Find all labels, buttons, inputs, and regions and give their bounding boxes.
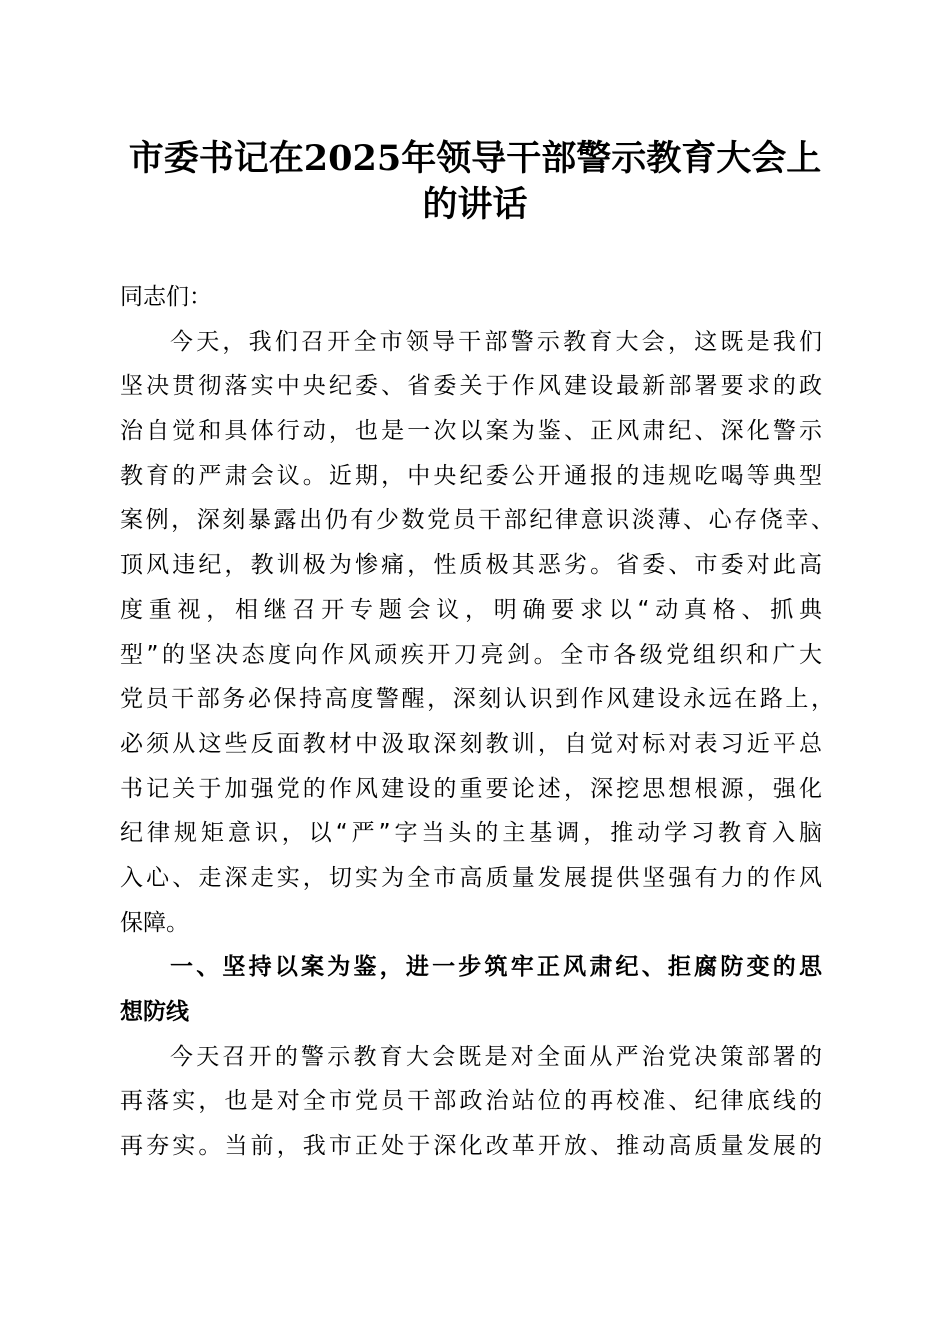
- text-line: 党员干部务必保持高度警醒，深刻认识到作风建设永远在路上，: [120, 686, 834, 713]
- text-line: 今天召开的警示教育大会既是对全面从严治党决策部署的: [170, 1043, 822, 1070]
- text-line: 必须从这些反面教材中汲取深刻教训，自觉对标对表习近平总: [120, 730, 822, 757]
- text-line: 保障。: [120, 909, 189, 936]
- heading-line: 一、坚持以案为鉴，进一步筑牢正风肃纪、拒腐防变的思: [170, 954, 822, 981]
- salutation: 同志们：: [120, 284, 212, 310]
- text-line: 顶风违纪，教训极为惨痛，性质极其恶劣。省委、市委对此高: [120, 552, 822, 579]
- text-line: 今天，我们召开全市领导干部警示教育大会，这既是我们: [170, 328, 822, 355]
- text-line: 案例，深刻暴露出仍有少数党员干部纪律意识淡薄、心存侥幸、: [120, 507, 834, 534]
- heading-line: 想防线: [120, 999, 189, 1025]
- text-line: 型”的坚决态度向作风顽疾开刀亮剑。全市各级党组织和广大: [120, 641, 822, 668]
- document-body: [120, 275, 834, 1169]
- paragraph-section-1: [120, 1035, 822, 1169]
- text-line: 度重视，相继召开专题会议，明确要求以“动真格、抓典: [120, 596, 822, 623]
- text-line: 纪律规矩意识，以“严”字当头的主基调，推动学习教育入脑: [120, 820, 822, 847]
- document-title: [100, 136, 850, 228]
- text-line: 再落实，也是对全市党员干部政治站位的再校准、纪律底线的: [120, 1088, 822, 1115]
- text-line: 教育的严肃会议。近期，中央纪委公开通报的违规吃喝等典型: [120, 462, 822, 489]
- paragraph-intro: [120, 320, 834, 946]
- text-line: 再夯实。当前，我市正处于深化改革开放、推动高质量发展的: [120, 1133, 822, 1160]
- text-line: 治自觉和具体行动，也是一次以案为鉴、正风肃纪、深化警示: [120, 418, 822, 445]
- text-line: 坚决贯彻落实中央纪委、省委关于作风建设最新部署要求的政: [120, 373, 822, 400]
- title-line: 市委书记在2025年领导干部警示教育大会上: [128, 138, 822, 179]
- title-line: 的讲话: [422, 184, 528, 225]
- text-line: 入心、走深走实，切实为全市高质量发展提供坚强有力的作风: [120, 864, 822, 891]
- section-heading-1: [120, 945, 822, 1034]
- text-line: 书记关于加强党的作风建设的重要论述，深挖思想根源，强化: [120, 775, 822, 802]
